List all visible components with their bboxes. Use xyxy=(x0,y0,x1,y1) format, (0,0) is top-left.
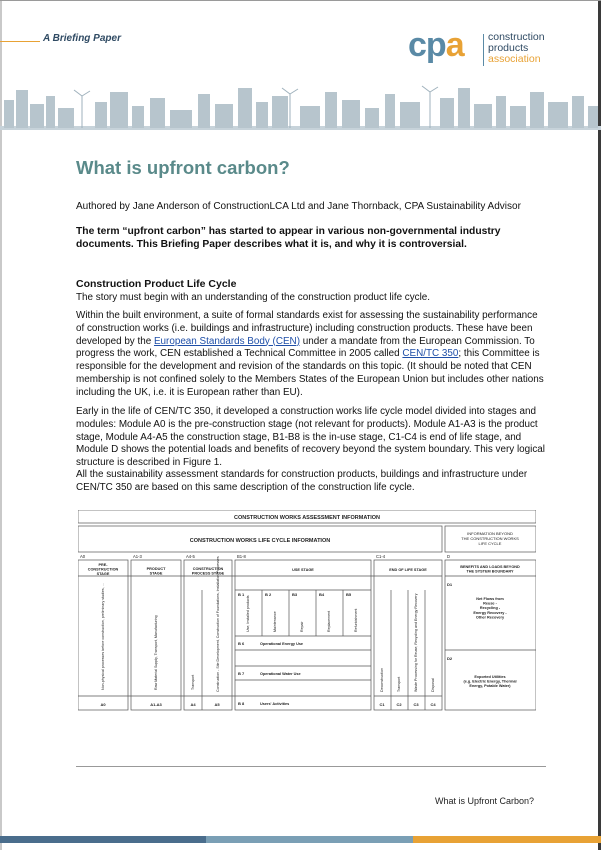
stage-code-b18: B1-8 xyxy=(237,554,246,559)
b3-text: Repair xyxy=(300,621,304,632)
diagram-lc-title: CONSTRUCTION WORKS LIFE CYCLE INFORMATION xyxy=(189,538,331,544)
b7-code: B 7 xyxy=(238,671,245,676)
diagram-top-title: CONSTRUCTION WORKS ASSESSMENT INFORMATION xyxy=(233,515,381,521)
stage-name-a13: PRODUCT STAGE xyxy=(146,567,166,576)
stage-code-a45: A4-5 xyxy=(186,554,195,559)
cpa-logo-words: construction products association xyxy=(488,31,545,65)
stage-code-d: D xyxy=(447,554,451,559)
logo-divider xyxy=(483,34,484,66)
b2-text: Maintenance xyxy=(273,611,277,632)
b4-text: Replacement xyxy=(327,610,331,632)
stage-code-a13: A1-3 xyxy=(133,554,142,559)
stage-code-c14: C1-4 xyxy=(376,554,386,559)
cen-tc-350-link[interactable]: CEN/TC 350 xyxy=(402,348,459,360)
stage-name-d: BENEFITS AND LOADS BEYOND THE SYSTEM BOUNDARY xyxy=(460,565,520,574)
stage-code-a0: A0 xyxy=(80,554,86,559)
stage-name-b18: USE STAGE xyxy=(292,568,314,572)
b8-code: B 8 xyxy=(238,701,245,706)
b5-text: Refurbishment xyxy=(354,608,358,632)
a5-process-text: Construction - Site Development, Construction of Foundations, Installation Processes xyxy=(216,556,220,692)
b1-code: B 1 xyxy=(238,592,245,597)
b3-code: B3 xyxy=(292,592,298,597)
b6-code: B 6 xyxy=(238,641,245,646)
paragraph-3: Early in the life of CEN/TC 350, it developed a construction works life cycle model divided into stages and modules: Module A0 is the pre-construction stage (not relevant for products). Module A1-A3 is the product stage, Module A4-A5 the construction stage, B1-B8 is the in-use stage, C1-C4 is end of life stage, and Module D shows the potential loads and benefits of recovery beyond the system boundary. This very logical structure is described in Figure 1. xyxy=(76,406,545,469)
d1-code: D1 xyxy=(447,582,453,587)
stage-name-a45: CONSTRUCTION PROCESS STAGE xyxy=(191,567,225,576)
c1-code: C1 xyxy=(379,702,385,707)
footer-stripe-orange xyxy=(413,836,601,843)
cpa-logo xyxy=(408,26,578,70)
paragraph-4: All the sustainability assessment standards for construction products, buildings and infrastructure under CEN/TC 350 are based on this same description of the construction life cycle. xyxy=(76,469,528,493)
d2-text: Exported Utilities (e.g. Electric Energy, Thermal Energy, Potable Water) xyxy=(463,675,517,689)
footer-stripe-dark xyxy=(0,836,206,843)
c1-text: Deconstruction xyxy=(380,668,384,692)
c2-text: Transport xyxy=(397,676,401,692)
a4-code: A4 xyxy=(190,702,196,707)
b7-text: Operational Water Use xyxy=(260,672,301,676)
a0-code: A0 xyxy=(100,702,106,707)
section-heading: Construction Product Life Cycle xyxy=(76,278,237,290)
footer-divider xyxy=(76,766,546,767)
a5-code: A5 xyxy=(214,702,220,707)
a4-process-text: Transport xyxy=(191,674,195,690)
c4-code: C4 xyxy=(430,702,436,707)
life-cycle-diagram xyxy=(78,510,536,716)
authors-line: Authored by Jane Anderson of ConstructionLCA Ltd and Jane Thornback, CPA Sustainability Advisor xyxy=(76,201,521,212)
lead-paragraph: The term “upfront carbon” has started to appear in various non-governmental industry documents. This Briefing Paper describes what it is, and why it is controversial. xyxy=(76,226,501,250)
b6-text: Operational Energy Use xyxy=(260,642,304,646)
b5-code: B5 xyxy=(346,592,352,597)
a0-process-text: Non-physical processes before construction, preliminary studies, ... xyxy=(101,583,105,690)
stage-name-c14: END OF LIFE STAGE xyxy=(389,568,427,572)
briefing-paper-label: A Briefing Paper xyxy=(43,33,121,44)
cpa-logo-mark: cpa xyxy=(408,26,464,64)
paragraph-2: Within the built environment, a suite of formal standards exist for assessing the sustainability performance of construction works (i.e. buildings and infrastructure) including construction products. These have been developed by the European Standards Body (CEN) under a mandate from the European Commission. To progress the work, CEN established a Technical Committee in 2005 called CEN/TC 350; this Committee is responsible for the development and revision of the standards on this topic. (It should be noted that CEN membership is not confined solely to the Members States of the European Union but includes other nations including the UK, i.e. it is European rather than EU). xyxy=(76,310,544,398)
d1-text: Net Flows from Reuse -Recycling -Energy Recovery -Other Recovery xyxy=(473,597,507,620)
cen-link[interactable]: European Standards Body (CEN) xyxy=(153,335,300,347)
b1-text: Use, Installed products xyxy=(246,595,250,632)
document-title: What is upfront carbon? xyxy=(76,157,290,178)
header-accent-line xyxy=(0,41,40,42)
footer-title: What is Upfront Carbon? xyxy=(435,796,535,806)
b2-code: B 2 xyxy=(265,592,272,597)
c4-text: Disposal xyxy=(431,678,435,692)
a13-process-text: Raw Material Supply, Transport, Manufacturing xyxy=(154,615,158,690)
footer-stripe-light xyxy=(206,836,413,843)
c2-code: C2 xyxy=(396,702,402,707)
diagram-beyond-title: INFORMATION BEYOND THE CONSTRUCTION WORKS LIFE CYCLE xyxy=(461,531,519,546)
stage-name-a0: PRE-CONSTRUCTION STAGE xyxy=(87,563,119,576)
city-skyline-banner xyxy=(0,82,601,130)
b8-text: Users' Activities xyxy=(260,702,290,706)
paragraph-1: The story must begin with an understanding of the construction product life cycle. xyxy=(76,292,431,303)
frame-top xyxy=(0,0,601,1)
d2-code: D2 xyxy=(447,656,453,661)
c3-text: Waste Processing for Reuse, Recycling and Energy Recovery xyxy=(414,593,418,692)
a13-code: A1-A3 xyxy=(150,702,162,707)
c3-code: C3 xyxy=(413,702,419,707)
b4-code: B4 xyxy=(319,592,325,597)
